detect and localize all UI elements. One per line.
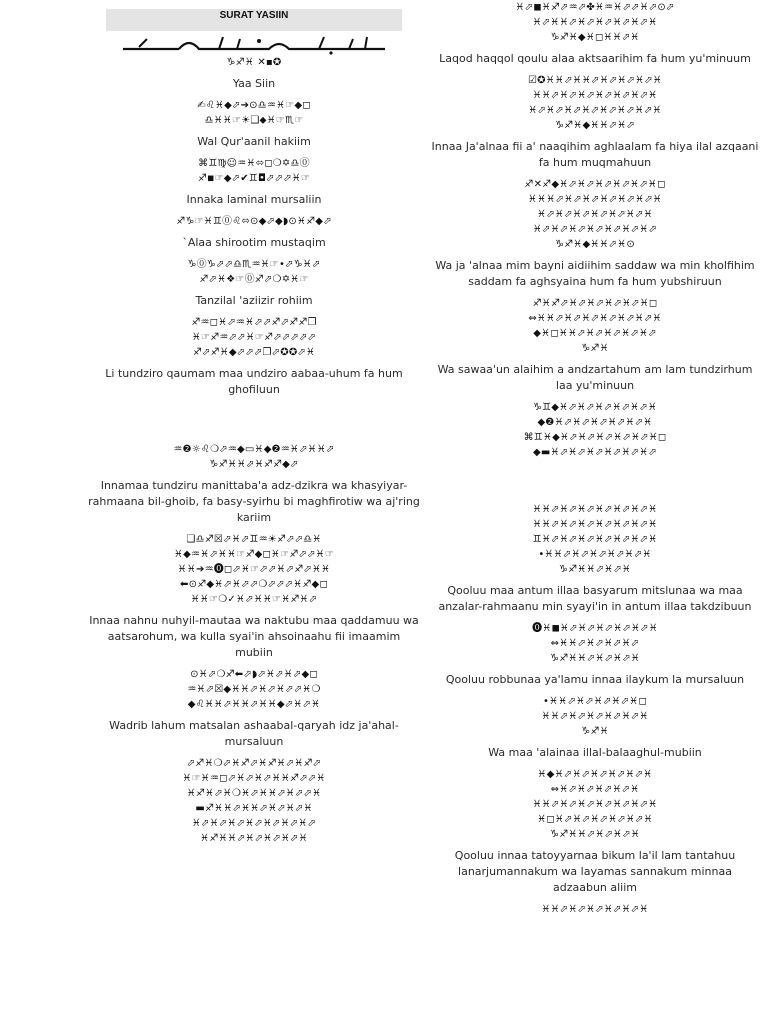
arabic-text-line: ♓◆♒♓⬀♓♓☞♐◆◻♓☞♐⬀⬀♓☞	[174, 549, 334, 560]
arabic-text-line: ♓⬀♓⬀♓⬀♓⬀♓⬀♓⬀♓⬀	[191, 818, 317, 829]
verse-block	[426, 73, 764, 171]
arabic-text-line: ◆❷♓⬀♓⬀♓⬀♓⬀♓⬀♓	[537, 417, 653, 428]
arabic-text-line: ◆▬♓⬀♓⬀♓⬀♓⬀♓⬀♓⬀	[532, 447, 657, 458]
transliteration-text: Yaa Siin	[232, 77, 276, 90]
arabic-text-line: ♑♐♓♓⬀♓⬀♓⬀♓	[550, 653, 640, 664]
arabic-text-line: ♓♓⬀♓⬀♓⬀♓⬀♓⬀♓⬀♓	[532, 504, 658, 515]
verse-block	[426, 902, 764, 921]
arabic-text-line: ✍♌♓◆⬀➔⊙♎♒♓☞◆◻	[197, 100, 311, 111]
verse-block	[426, 296, 764, 394]
section-spacer	[426, 464, 764, 502]
arabic-text-line: ♓☞♐♒⬀⬀♓☞♐⬀⬀⬀⬀⬀	[191, 332, 317, 343]
transliteration-text: Innaka laminal mursaliin	[186, 193, 322, 206]
verse-block	[84, 55, 424, 92]
arabic-text-line: ◆♌♓♓⬀♓♓⬀♓♓◆⬀♓⬀♓	[187, 699, 321, 710]
transliteration-text: Qooluu maa antum illaa basyarum mitslunaa wa maa anzalar-rahmaanu min syayi'in in antum illaa takdzibuun	[438, 584, 752, 613]
verse-block	[84, 315, 424, 398]
verse-block	[84, 667, 424, 750]
arabic-text-line: ⇔♓♓⬀♓⬀♓⬀♓⬀	[550, 638, 640, 649]
left-column	[84, 0, 424, 850]
arabic-text-line: ♑♐♓ ✕▪✪	[226, 57, 282, 68]
transliteration-text: Wal Qur'aanil hakiim	[197, 135, 311, 148]
arabic-text-line: ⌘♊♍☺♒♓⬄◻❍✡♎⓪	[198, 158, 310, 169]
transliteration-text: Innamaa tundziru manittaba'a adz-dzikra wa khasyiyar-rahmaana bil-ghoib, fa basy-syirhu bi maghfirotiw wa aj'ring kariim	[88, 479, 420, 524]
arabic-text-line: ♑♐♓◆♓◻♓♓⬀♓	[550, 32, 640, 43]
arabic-text-line: ♓♓⬀♓⬀♓⬀♓⬀♓⬀♓⬀♓	[532, 519, 658, 530]
arabic-text-line: ♓◻♓⬀♓⬀♓⬀♓⬀♓⬀♓	[537, 814, 653, 825]
arabic-text-line: ♓♓⬀♓⬀♓⬀♓⬀♓⬀♓	[541, 904, 649, 915]
surah-title: SURAT YASIIN	[106, 9, 402, 31]
arabic-text-line: ⬅⊙♐◆♓⬀♓⬀⬀❍⬀⬀⬀♓♐◆◻	[180, 579, 328, 590]
verse-block	[426, 694, 764, 761]
arabic-text-line: ♐✕♐◆♓⬀♓⬀♓⬀♓⬀♓⬀♓◻	[524, 179, 666, 190]
verse-block	[84, 442, 424, 526]
verse-block	[426, 400, 764, 464]
verse-block	[84, 257, 424, 309]
verse-block	[426, 621, 764, 688]
arabic-text-line: ⓿♓◼♓⬀♓⬀♓⬀♓⬀♓⬀♓	[532, 623, 658, 634]
arabic-text-line: ⇔♓♓⬀♓⬀♓⬀♓⬀♓⬀♓⬀♓	[528, 313, 662, 324]
arabic-text-line: •♓♓⬀♓⬀♓⬀♓⬀♓◻	[543, 696, 647, 707]
transliteration-text: Innaa Ja'alnaa fii a' naaqihim aghlaalam fa hiya ilal azqaani fa hum muqmahuun	[431, 140, 759, 169]
arabic-text-line: ♑♐♓	[581, 343, 609, 354]
arabic-text-line: ♐◾☞◆⬀✔♊◘⬀⬀⬀♓☞	[197, 173, 311, 184]
arabic-text-line: ⊙♓⬀❍♐⬅⬀◗⬀♓⬀♓⬀◆◻	[190, 669, 318, 680]
arabic-text-line: ♎♓♓☞☀❑⬥♓☞♏☞	[204, 115, 304, 126]
arabic-text-line: ♒♓⬀☒◆♓♓⬀♓⬀♓⬀⬀♓❍	[187, 684, 321, 695]
verse-block	[84, 214, 424, 251]
transliteration-text: `Alaa shirootim mustaqim	[182, 236, 326, 249]
verse-block	[84, 98, 424, 150]
verse-block	[84, 532, 424, 661]
arabic-text-line: ♓☞♓♒◻⬀♓⬀♓⬀♓♓♐⬀⬀♓	[182, 773, 326, 784]
arabic-text-line: ♓♐♓⬀♓❍♓⬀♓♓⬀♓⬀⬀♓	[186, 788, 322, 799]
transliteration-text: Qooluu innaa tatoyyarnaa bikum la'il lam tantahuu lanarjumannakum wa layamas sannakum minnaa adzaabun aliim	[454, 849, 736, 894]
arabic-text-line: ♓⬀♓♓⬀♓⬀♓⬀♓⬀♓⬀♓	[532, 17, 658, 28]
arabic-text-line: ♓♓♓⬀♓⬀♓⬀♓⬀♓⬀♓⬀♓	[528, 194, 662, 205]
transliteration-text: Wadrib lahum matsalan ashaabal-qaryah idz ja'ahal-mursaluun	[109, 719, 399, 748]
verse-block	[426, 502, 764, 615]
arabic-text-line: ♐♒◻♓⬀♒♓⬀⬀♐⬀♐♐❐	[191, 317, 317, 328]
right-column	[426, 0, 764, 921]
transliteration-text: Wa ja 'alnaa mim bayni aidiihim saddaw wa min kholfihim saddam fa aghsyaina hum fa hum yubshiruun	[435, 259, 755, 288]
arabic-text-line: ⌘♊♓◆♓⬀♓⬀♓⬀♓⬀♓⬀♓◻	[523, 432, 667, 443]
arabic-text-line: ♑♐♓◆♓♓⬀♓⬀	[554, 120, 636, 131]
arabic-text-line: ♓◆♓⬀♓⬀♓⬀♓⬀♓⬀♓	[537, 769, 653, 780]
arabic-text-line: ☑✪♓♓⬀♓♓⬀♓⬀♓⬀♓⬀♓	[528, 75, 662, 86]
transliteration-text: Laqod haqqol qoulu alaa aktsaarihim fa hum yu'minuum	[439, 52, 751, 65]
arabic-text-line: ▬♐♓♓⬀♓♓⬀♓⬀♓⬀♓	[195, 803, 313, 814]
arabic-text-line: •♓♓⬀♓⬀♓⬀♓⬀♓⬀♓	[538, 549, 652, 560]
arabic-text-line: ♑⓪♑⬀⬀♎♏♒♓☞•⬀♑♓⬀	[187, 259, 321, 270]
arabic-calligraphy-header	[119, 33, 389, 55]
right-verse-list	[426, 0, 764, 921]
arabic-text-line: ♓♓☞❍✓♓⬀♓♓☞♓♐♓⬀	[190, 594, 318, 605]
transliteration-text: Wa maa 'alainaa illal-balaaghul-mubiin	[488, 746, 702, 759]
arabic-text-line: ♓♓⬀♓⬀♓⬀♓⬀♓⬀♓⬀♓	[532, 799, 658, 810]
transliteration-text: Innaa nahnu nuhyil-mautaa wa naktubu maa qaddamuu wa aatsarohum, wa kulla syai'in ahsoinaahu fii imaamim mubiin	[89, 614, 419, 659]
verse-block	[426, 767, 764, 896]
arabic-text-line: ♐♑☞♓♊⓪♌⬄⊙◆⬀◆◗⊙♓♐◆⬀	[176, 216, 332, 227]
arabic-text-line: ♑♐♓	[581, 726, 609, 737]
arabic-text-line: ♑♐♓♓⬀♓⬀♓	[558, 564, 632, 575]
arabic-text-line: ♑♐♓♓⬀♓⬀♓⬀♓	[550, 829, 640, 840]
arabic-text-line: ♒❷☼♌❍⬀♒◆▭♓◆❷♒♓⬀♓♓⬀	[173, 444, 335, 455]
arabic-text-line: ♓⬀♓⬀♓⬀♓⬀♓⬀♓⬀♓⬀	[532, 224, 658, 235]
arabic-text-line: ♐⬀♐♓◆⬀⬀⬀❐⬀✪✪⬀♓	[192, 347, 316, 358]
transliteration-text: Li tundziro qaumam maa undziro aabaa-uhum fa hum ghofiluun	[105, 367, 403, 396]
left-verse-list	[84, 55, 424, 850]
arabic-text-line: ♓⬀♓⬀♓⬀♓⬀♓⬀♓⬀♓	[537, 209, 653, 220]
arabic-text-line: ♓♓⬀♓⬀♓⬀♓⬀♓⬀♓	[541, 711, 649, 722]
arabic-text-line: ♓⬀◼♓♐⬀♒⬀✤♓♒♓⬀⬀♓⬀⊙⬀	[515, 2, 675, 13]
verse-block	[84, 156, 424, 208]
arabic-text-line: ♑♐♓♓⬀♓♐♐◆⬀	[209, 459, 299, 470]
section-spacer	[84, 404, 424, 442]
arabic-text-line: ♊♓⬀♓⬀♓⬀♓⬀♓⬀♓⬀♓	[532, 534, 658, 545]
arabic-text-line: ⇔♓⬀♓⬀♓⬀♓⬀♓	[550, 784, 640, 795]
verse-block	[426, 0, 764, 67]
arabic-text-line: ♓♓⬀♓⬀♓⬀♓⬀♓⬀♓⬀♓	[532, 90, 658, 101]
arabic-text-line: ❑♎♐☒⬀♓⬀♊♒☀♐⬀⬀♎♓	[186, 534, 322, 545]
arabic-text-line: ♑♊◆♓⬀♓⬀♓⬀♓⬀♓⬀♓	[532, 402, 658, 413]
transliteration-text: Tanzilal 'aziizir rohiim	[195, 294, 313, 307]
transliteration-text: Wa sawaa'un alaihim a andzartahum am lam tundzirhum laa yu'minuun	[437, 363, 753, 392]
arabic-text-line: ♓♐♓♓⬀♓⬀♓⬀♓⬀♓	[200, 833, 308, 844]
arabic-text-line: ♓♓➔♒⓿◻⬀♓☞⬀⬀♓⬀♐⬀♓♓	[177, 564, 331, 575]
verse-block	[84, 756, 424, 850]
arabic-text-line: ♐♓♐⬀♓⬀♓⬀♓⬀♓⬀♓◻	[532, 298, 658, 309]
arabic-text-line: ♓⬀♓⬀♓⬀♓⬀♓⬀♓⬀♓⬀♓	[528, 105, 662, 116]
arabic-text-line: ⬀♐♓❍⬀♓♐⬀♓♐♓⬀♓♐⬀	[186, 758, 322, 769]
arabic-text-line: ◆♓◻♓♓⬀♓⬀♓⬀♓⬀♓⬀	[533, 328, 657, 339]
arabic-text-line: ♐⬀♓❖☞⓪♐⬀❍✡♓☞	[199, 274, 309, 285]
arabic-text-line: ♑♐♓◆♓♓⬀♓⊙	[554, 239, 636, 250]
verse-block	[426, 177, 764, 290]
transliteration-text: Qooluu robbunaa ya'lamu innaa ilaykum la mursaluun	[445, 673, 745, 686]
